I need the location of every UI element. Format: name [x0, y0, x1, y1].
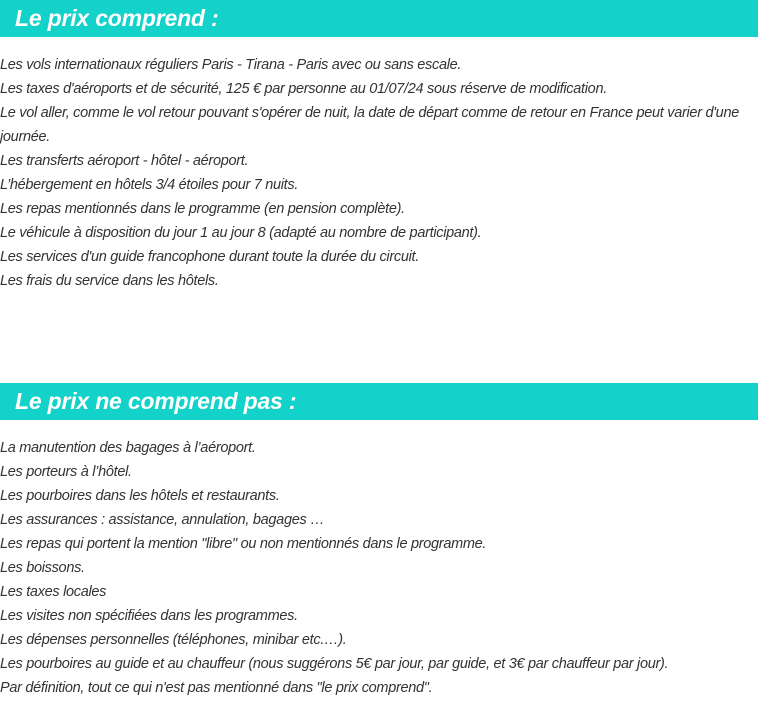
excluded-item: Les dépenses personnelles (téléphones, minibar etc.…). [0, 632, 347, 648]
included-item: Les repas mentionnés dans le programme (en pension complète). [0, 201, 405, 217]
included-item: Les vols internationaux réguliers Paris - Tirana - Paris avec ou sans escale. [0, 57, 462, 73]
excluded-item: Par définition, tout ce qui n'est pas mentionné dans "le prix comprend". [0, 680, 433, 696]
excluded-item: Les visites non spécifiées dans les programmes. [0, 608, 298, 624]
included-item: Les frais du service dans les hôtels. [0, 273, 219, 289]
included-title: Le prix comprend : [15, 5, 219, 31]
excluded-item: Les porteurs à l’hôtel. [0, 464, 132, 480]
excluded-item: Les repas qui portent la mention "libre" ou non mentionnés dans le programme. [0, 536, 487, 552]
included-section-header [0, 0, 758, 37]
included-item: Les services d'un guide francophone durant toute la durée du circuit. [0, 249, 419, 265]
excluded-list [0, 436, 758, 700]
excluded-title: Le prix ne comprend pas : [15, 388, 297, 414]
included-item: L’hébergement en hôtels 3/4 étoiles pour 7 nuits. [0, 177, 299, 193]
included-item: Le véhicule à disposition du jour 1 au jour 8 (adapté au nombre de participant). [0, 225, 482, 241]
excluded-item: Les boissons. [0, 560, 85, 576]
included-item: Les transferts aéroport - hôtel - aéroport. [0, 153, 249, 169]
excluded-section-header [0, 383, 758, 420]
excluded-item: Les assurances : assistance, annulation, bagages … [0, 512, 325, 528]
excluded-item: La manutention des bagages à l’aéroport. [0, 440, 256, 456]
included-list [0, 53, 758, 293]
included-item: Les taxes d'aéroports et de sécurité, 125 € par personne au 01/07/24 sous réserve de modification. [0, 81, 607, 97]
excluded-item: Les taxes locales [0, 584, 107, 600]
excluded-item: Les pourboires au guide et au chauffeur (nous suggérons 5€ par jour, par guide, et 3€ par chauffeur par jour). [0, 656, 669, 672]
included-item: Le vol aller, comme le vol retour pouvant s'opérer de nuit, la date de départ comme de retour en France peut varier d'une journée. [0, 105, 739, 145]
excluded-item: Les pourboires dans les hôtels et restaurants. [0, 488, 280, 504]
